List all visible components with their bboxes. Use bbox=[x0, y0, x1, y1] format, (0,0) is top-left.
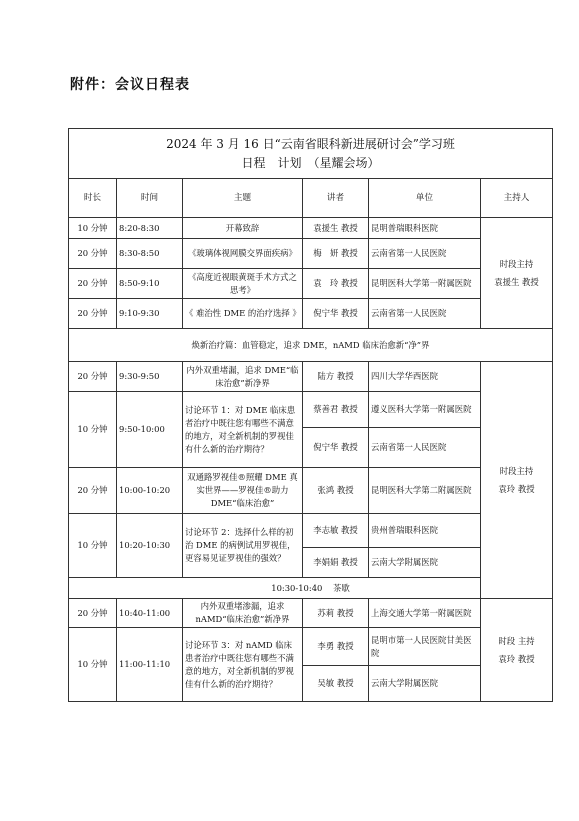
speaker-cell: 袁援生 教授 bbox=[303, 218, 369, 239]
col-header-host: 主持人 bbox=[481, 179, 553, 218]
host-cell bbox=[481, 218, 553, 329]
host-label: 时段 主持 bbox=[498, 635, 535, 646]
topic-cell: 讨论环节 3：对 nAMD 临床患者治疗中既往您有哪些不满意的地方，对全新机制的罗视佳有什么新的治疗期待？ bbox=[183, 628, 303, 702]
unit-cell: 云南大学附属医院 bbox=[369, 666, 481, 702]
speaker-cell: 梅 妍 教授 bbox=[303, 239, 369, 269]
topic-cell: 讨论环节 1：对 DME 临床患者治疗中既往您有哪些不满意的地方，对全新机制的罗视佳有什么新的治疗期待？ bbox=[183, 392, 303, 468]
col-header-topic: 主题 bbox=[183, 179, 303, 218]
speaker-cell: 倪宁华 教授 bbox=[303, 428, 369, 468]
table-row bbox=[69, 628, 553, 666]
topic-cell: 《高度近视眼黄斑手术方式之思考》 bbox=[183, 269, 303, 299]
section-title: 焕新治疗篇：血管稳定，追求 DME，nAMD 临床治愈新“净”界 bbox=[69, 329, 553, 362]
speaker-cell: 倪宁华 教授 bbox=[303, 299, 369, 329]
speaker-cell: 李勇 教授 bbox=[303, 628, 369, 666]
speaker-cell: 蔡善君 教授 bbox=[303, 392, 369, 428]
table-row bbox=[69, 362, 553, 392]
time-cell: 9:10-9:30 bbox=[117, 299, 183, 329]
table-row bbox=[69, 218, 553, 239]
topic-cell: 《 难治性 DME 的治疗选择 》 bbox=[183, 299, 303, 329]
topic-cell: 开幕致辞 bbox=[183, 218, 303, 239]
unit-cell: 昆明医科大学第一附属医院 bbox=[369, 269, 481, 299]
unit-cell: 贵州普瑞眼科医院 bbox=[369, 514, 481, 548]
speaker-cell: 吴敏 教授 bbox=[303, 666, 369, 702]
title-cell bbox=[69, 129, 553, 179]
topic-cell: 内外双重堵漏，追求 DME“临床治愈”新净界 bbox=[183, 362, 303, 392]
speaker-cell: 袁 玲 教授 bbox=[303, 269, 369, 299]
table-row bbox=[69, 599, 553, 628]
table-row bbox=[69, 269, 553, 299]
break-cell bbox=[69, 578, 553, 599]
duration-cell: 20 分钟 bbox=[69, 269, 117, 299]
col-header-unit: 单位 bbox=[369, 179, 481, 218]
schedule-title: 2024 年 3 月 16 日“云南省眼科新进展研讨会”学习班 bbox=[166, 137, 455, 151]
speaker-cell: 李志敏 教授 bbox=[303, 514, 369, 548]
table-row bbox=[69, 468, 553, 514]
topic-cell: 内外双重堵渗漏，追求 nAMD“临床治愈”新净界 bbox=[183, 599, 303, 628]
unit-cell: 遵义医科大学第一附属医院 bbox=[369, 392, 481, 428]
duration-cell: 10 分钟 bbox=[69, 628, 117, 702]
header-row bbox=[69, 179, 553, 218]
host-cell bbox=[481, 362, 553, 599]
table-row bbox=[69, 392, 553, 428]
time-cell: 11:00-11:10 bbox=[117, 628, 183, 702]
unit-cell: 云南省第一人民医院 bbox=[369, 239, 481, 269]
col-header-duration: 时长 bbox=[69, 179, 117, 218]
duration-cell: 10 分钟 bbox=[69, 218, 117, 239]
topic-cell: 讨论环节 2：选择什么样的初治 DME 的病例试用罗视佳，更容易见证罗视佳的强效？ bbox=[183, 514, 303, 578]
speaker-cell: 陆方 教授 bbox=[303, 362, 369, 392]
host-name: 袁玲 教授 bbox=[498, 654, 535, 665]
time-cell: 9:50-10:00 bbox=[117, 392, 183, 468]
break-row bbox=[69, 578, 553, 599]
time-cell: 10:40-11:00 bbox=[117, 599, 183, 628]
table-row bbox=[69, 239, 553, 269]
host-name: 袁玲 教授 bbox=[498, 484, 535, 495]
speaker-cell: 张鸿 教授 bbox=[303, 468, 369, 514]
topic-cell: 双通路罗视佳®照耀 DME 真实世界——罗视佳®助力 DME“临床治愈” bbox=[183, 468, 303, 514]
time-cell: 10:20-10:30 bbox=[117, 514, 183, 578]
col-header-speaker: 讲者 bbox=[303, 179, 369, 218]
time-cell: 9:30-9:50 bbox=[117, 362, 183, 392]
time-cell: 8:20-8:30 bbox=[117, 218, 183, 239]
unit-cell: 昆明普瑞眼科医院 bbox=[369, 218, 481, 239]
break-time: 10:30-10:40 bbox=[271, 582, 323, 593]
topic-cell: 《玻璃体视网膜交界面疾病》 bbox=[183, 239, 303, 269]
duration-cell: 20 分钟 bbox=[69, 468, 117, 514]
table-row bbox=[69, 299, 553, 329]
duration-cell: 20 分钟 bbox=[69, 599, 117, 628]
unit-cell: 云南大学附属医院 bbox=[369, 548, 481, 578]
table-row bbox=[69, 514, 553, 548]
time-cell: 8:30-8:50 bbox=[117, 239, 183, 269]
host-label: 时段主持 bbox=[499, 258, 534, 269]
duration-cell: 10 分钟 bbox=[69, 514, 117, 578]
duration-cell: 20 分钟 bbox=[69, 299, 117, 329]
unit-cell: 四川大学华西医院 bbox=[369, 362, 481, 392]
unit-cell: 昆明医科大学第二附属医院 bbox=[369, 468, 481, 514]
speaker-cell: 苏莉 教授 bbox=[303, 599, 369, 628]
attachment-heading: 附件：会议日程表 bbox=[70, 77, 190, 93]
break-label: 茶歇 bbox=[333, 582, 350, 593]
duration-cell: 20 分钟 bbox=[69, 239, 117, 269]
section-row bbox=[69, 329, 553, 362]
col-header-time: 时间 bbox=[117, 179, 183, 218]
unit-cell: 云南省第一人民医院 bbox=[369, 299, 481, 329]
duration-cell: 10 分钟 bbox=[69, 392, 117, 468]
schedule-table bbox=[68, 128, 553, 702]
host-cell bbox=[481, 599, 553, 702]
speaker-cell: 李娟娟 教授 bbox=[303, 548, 369, 578]
unit-cell: 云南省第一人民医院 bbox=[369, 428, 481, 468]
duration-cell: 20 分钟 bbox=[69, 362, 117, 392]
host-label: 时段主持 bbox=[499, 465, 534, 476]
title-row bbox=[69, 129, 553, 179]
time-cell: 10:00-10:20 bbox=[117, 468, 183, 514]
host-name: 袁援生 教授 bbox=[494, 277, 539, 288]
time-cell: 8:50-9:10 bbox=[117, 269, 183, 299]
unit-cell: 昆明市第一人民医院甘美医院 bbox=[369, 628, 481, 666]
unit-cell: 上海交通大学第一附属医院 bbox=[369, 599, 481, 628]
schedule-subtitle: 日程 计划 （星耀会场） bbox=[241, 155, 380, 170]
